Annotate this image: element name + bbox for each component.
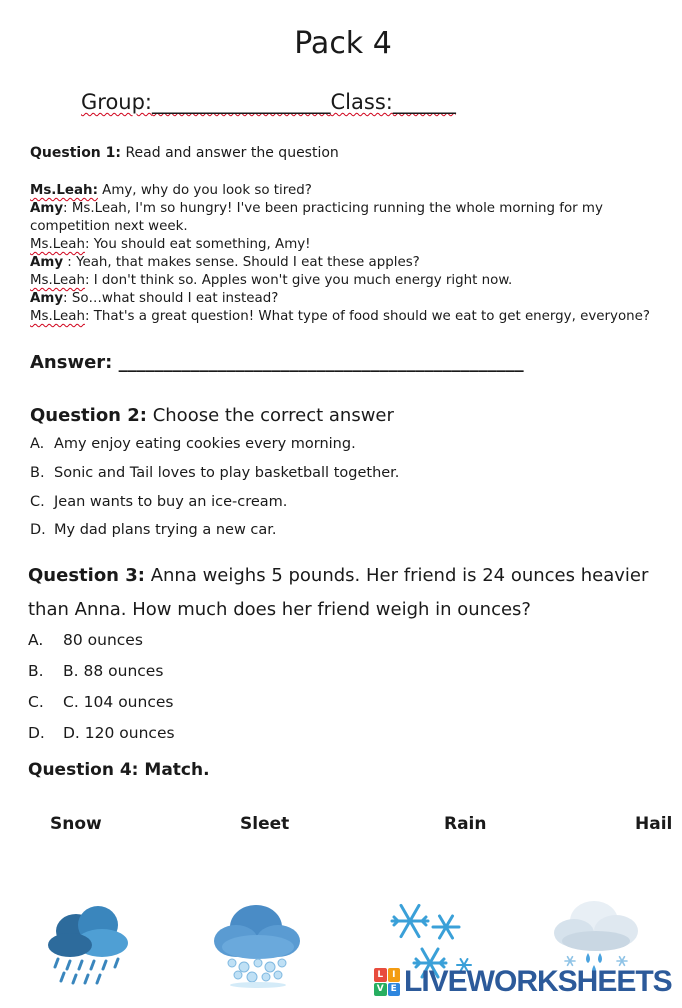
dialogue-text: : Ms.Leah, I'm so hungry! I've been practicing running the whole morning for my competition next week. <box>30 201 603 234</box>
group-label: Group: <box>81 90 153 114</box>
badge-letter: L <box>374 968 387 982</box>
option-letter: D. <box>30 522 46 538</box>
dialogue-line <box>30 200 660 236</box>
liveworksheets-logo <box>374 964 672 1000</box>
match-word-snow[interactable]: Snow <box>50 814 102 834</box>
option-text: C. 104 ounces <box>63 693 174 711</box>
speaker: Ms.Leah: <box>30 183 98 198</box>
option-letter: A. <box>28 631 44 649</box>
question-3-label: Question 3: <box>28 565 145 586</box>
dialogue-text: : So…what should I eat instead? <box>63 291 279 306</box>
option-text: 80 ounces <box>63 631 143 649</box>
question-1-instruction: Read and answer the question <box>121 145 339 161</box>
answer-blank[interactable]: _____________________________________________ <box>118 352 524 373</box>
dialogue-text: : I don't think so. Apples won't give you much energy right now. <box>84 273 513 288</box>
dialogue-text: : Yeah, that makes sense. Should I eat these apples? <box>63 255 420 270</box>
dialogue <box>30 182 660 326</box>
question-2-instruction: Choose the correct answer <box>146 405 394 426</box>
dialogue-text: : That's a great question! What type of food should we eat to get energy, everyone? <box>84 309 650 324</box>
badge-letter: E <box>388 983 401 997</box>
question-1-label: Question 1: <box>30 145 121 161</box>
option-3b[interactable] <box>28 662 163 680</box>
answer-row <box>30 352 524 373</box>
dialogue-line <box>30 182 660 200</box>
match-word-rain[interactable]: Rain <box>444 814 487 834</box>
badge-letter: I <box>388 968 401 982</box>
option-letter: D. <box>28 724 45 742</box>
question-3-text <box>28 559 668 627</box>
hail-cloud-icon[interactable] <box>208 895 308 995</box>
option-3c[interactable] <box>28 693 173 711</box>
question-3-body: Anna weighs 5 pounds. Her friend is 24 ounces heavier than Anna. How much does her friend weigh in ounces? <box>28 565 649 620</box>
option-text: Sonic and Tail loves to play basketball together. <box>54 465 400 481</box>
option-letter: B. <box>30 465 45 481</box>
speaker: Ms.Leah <box>30 273 85 288</box>
group-blank[interactable]: _________________ <box>152 90 331 114</box>
option-2a[interactable] <box>30 436 356 452</box>
option-letter: C. <box>30 494 45 510</box>
logo-word: LIVEWORKSHEETS <box>404 965 672 998</box>
dialogue-line <box>30 254 660 272</box>
dialogue-line <box>30 236 660 254</box>
option-text: Jean wants to buy an ice-cream. <box>54 494 288 510</box>
speaker: Amy <box>30 255 64 270</box>
option-2b[interactable] <box>30 465 399 481</box>
option-letter: A. <box>30 436 45 452</box>
match-word-sleet[interactable]: Sleet <box>240 814 290 834</box>
speaker: Ms.Leah <box>30 237 85 252</box>
option-letter: C. <box>28 693 44 711</box>
match-word-hail[interactable]: Hail <box>635 814 673 834</box>
option-2d[interactable] <box>30 522 277 538</box>
option-2c[interactable] <box>30 494 287 510</box>
page-title: Pack 4 <box>294 26 392 61</box>
option-text: B. 88 ounces <box>63 662 164 680</box>
speaker: Amy <box>30 291 64 306</box>
question-2-heading <box>30 405 394 426</box>
option-text: Amy enjoy eating cookies every morning. <box>54 436 356 452</box>
dialogue-line <box>30 290 660 308</box>
dialogue-text: Amy, why do you look so tired? <box>97 183 312 198</box>
question-4-heading: Question 4: Match. <box>28 760 210 780</box>
class-label: Class: <box>330 90 393 114</box>
rain-cloud-icon[interactable] <box>40 895 140 995</box>
class-blank[interactable]: ______ <box>392 90 456 114</box>
logo-badge <box>374 968 400 996</box>
question-2-label: Question 2: <box>30 405 147 426</box>
option-text: My dad plans trying a new car. <box>54 522 277 538</box>
option-letter: B. <box>28 662 44 680</box>
question-1-heading <box>30 145 339 161</box>
option-3a[interactable] <box>28 631 143 649</box>
answer-label: Answer: <box>30 352 119 373</box>
dialogue-line <box>30 272 660 290</box>
dialogue-line <box>30 308 660 326</box>
dialogue-text: : You should eat something, Amy! <box>84 237 311 252</box>
option-text: D. 120 ounces <box>63 724 175 742</box>
group-class-row <box>81 90 456 114</box>
badge-letter: V <box>374 983 387 997</box>
speaker: Ms.Leah <box>30 309 85 324</box>
option-3d[interactable] <box>28 724 175 742</box>
speaker: Amy <box>30 201 64 216</box>
